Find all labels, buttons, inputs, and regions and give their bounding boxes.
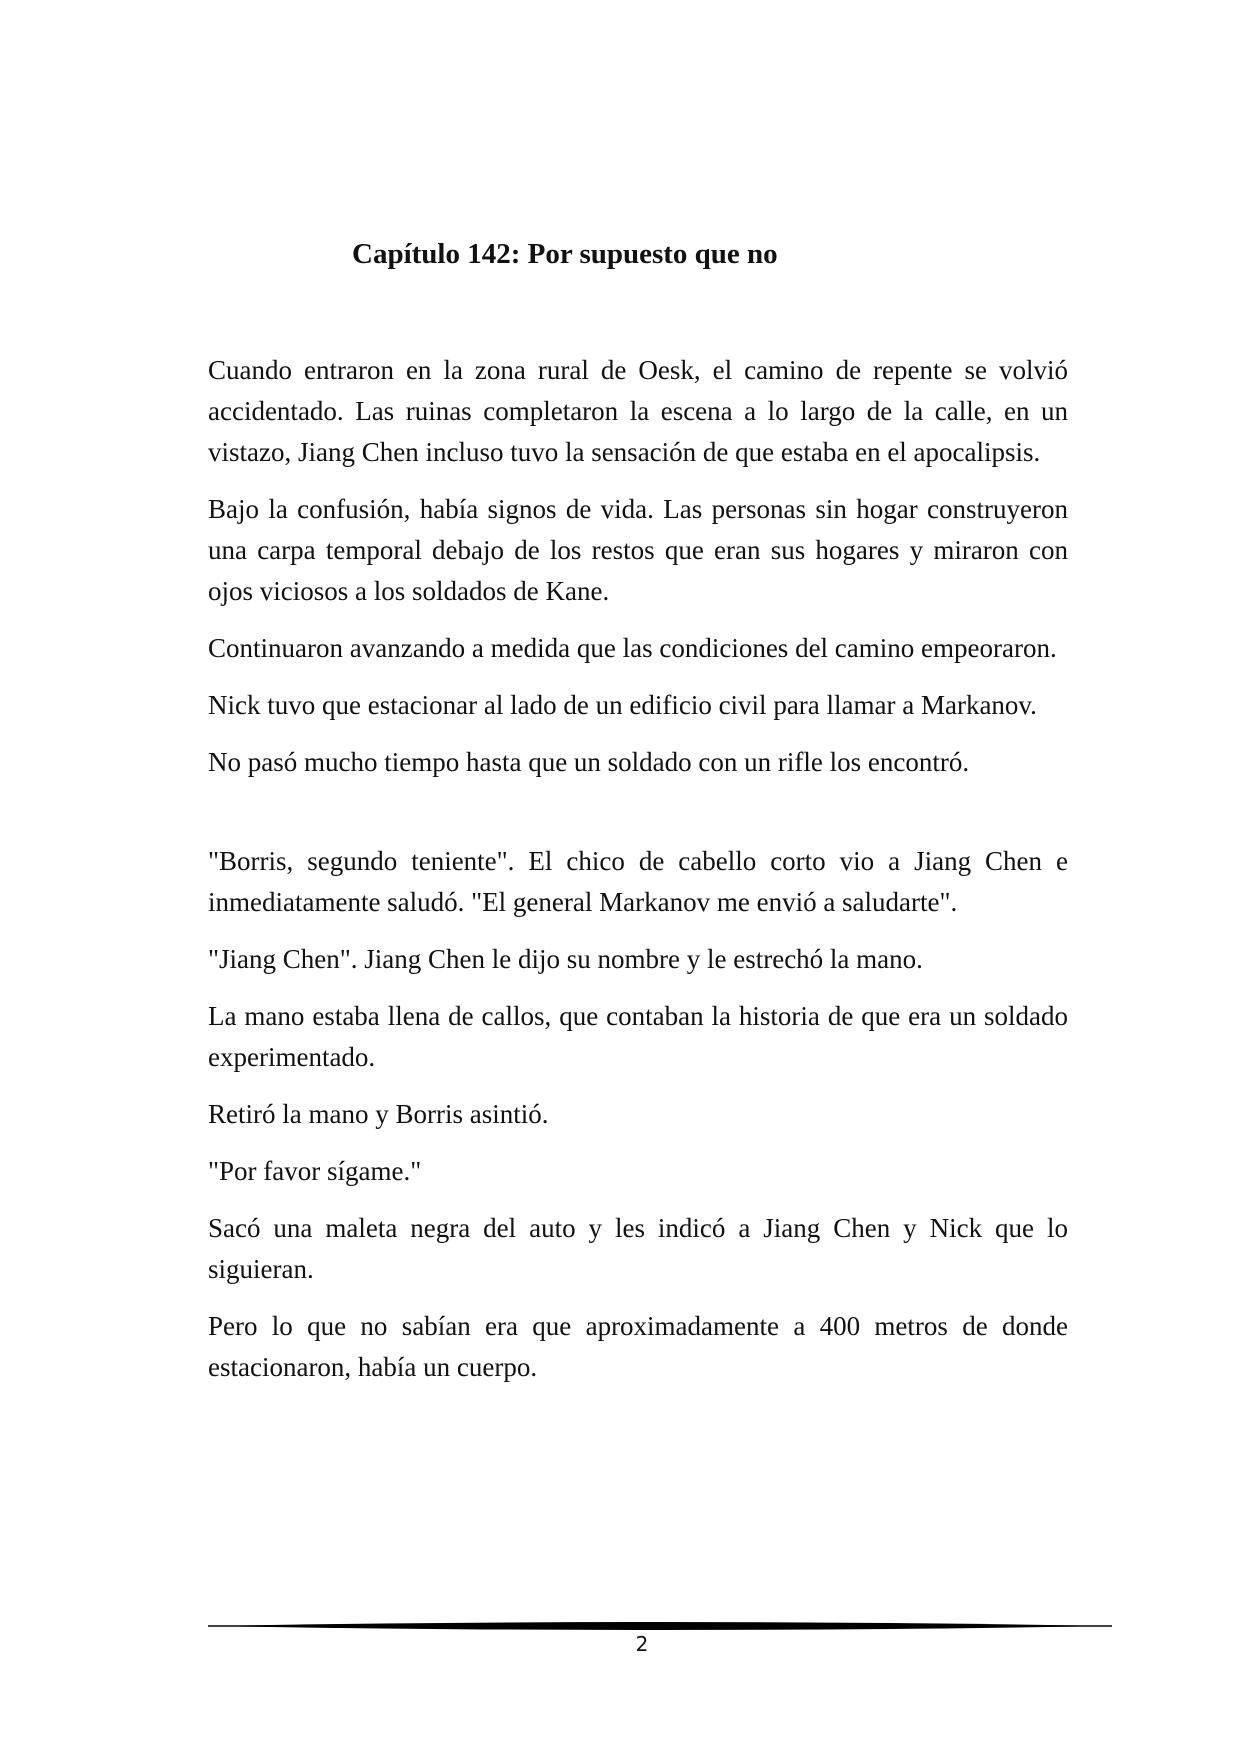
paragraph: "Por favor sígame." [208, 1156, 422, 1186]
chapter-body [208, 350, 1068, 1404]
paragraph: Sacó una maleta negra del auto y les indicó a Jiang Chen y Nick que lo siguieran. [208, 1213, 1068, 1284]
paragraph: Continuaron avanzando a medida que las condiciones del camino empeoraron. [208, 633, 1057, 663]
paragraph: No pasó mucho tiempo hasta que un soldado con un rifle los encontró. [208, 747, 970, 777]
paragraph: Retiró la mano y Borris asintió. [208, 1099, 549, 1129]
chapter-title: Capítulo 142: Por supuesto que no [352, 238, 778, 270]
paragraph: Cuando entraron en la zona rural de Oesk, el camino de repente se volvió accidentado. Las ruinas completaron la escena a lo largo de la calle, en un vistazo, Jiang Chen incluso tuvo la sensación de que estaba en el apocalipsis. [208, 355, 1068, 467]
paragraph: La mano estaba llena de callos, que contaban la historia de que era un soldado experimentado. [208, 1001, 1068, 1072]
paragraph: Nick tuvo que estacionar al lado de un edificio civil para llamar a Markanov. [208, 690, 1037, 720]
paragraph: Pero lo que no sabían era que aproximadamente a 400 metros de donde estacionaron, había un cuerpo. [208, 1311, 1068, 1382]
paragraph: Bajo la confusión, había signos de vida. Las personas sin hogar construyeron una carpa temporal debajo de los restos que eran sus hogares y miraron con ojos viciosos a los soldados de Kane. [208, 494, 1068, 606]
page-number: 2 [635, 1632, 649, 1656]
paragraph: "Jiang Chen". Jiang Chen le dijo su nombre y le estrechó la mano. [208, 944, 923, 974]
paragraph: "Borris, segundo teniente". El chico de cabello corto vio a Jiang Chen e inmediatamente saludó. "El general Markanov me envió a saludarte". [208, 846, 1068, 917]
